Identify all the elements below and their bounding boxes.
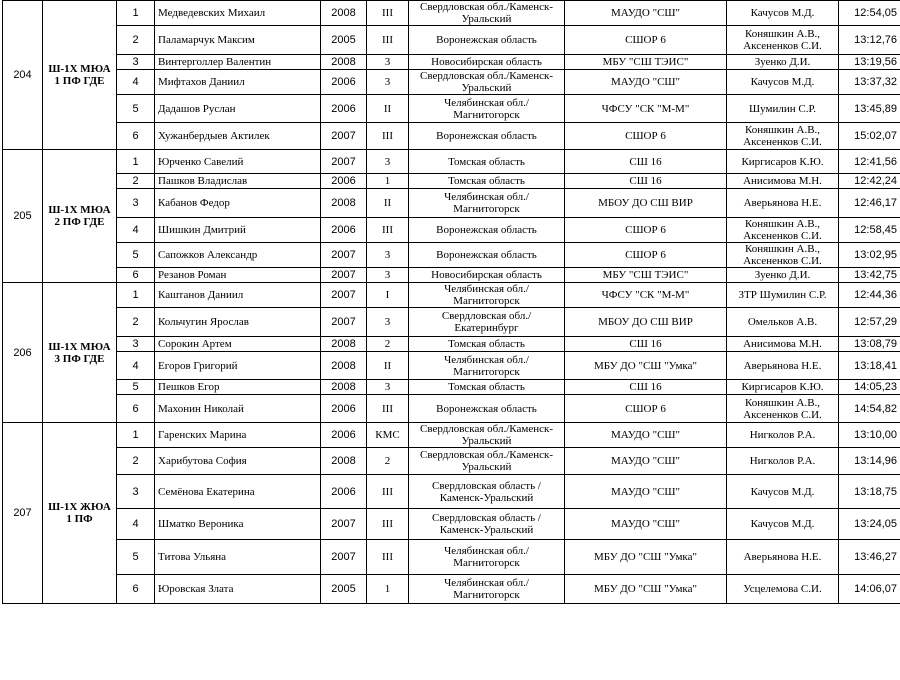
athlete-name: Егоров Григорий bbox=[155, 352, 321, 380]
result-time: 12:46,17 bbox=[839, 189, 900, 218]
coach: Усцелемова С.И. bbox=[727, 575, 839, 604]
table-row bbox=[3, 283, 900, 308]
club: СШ 16 bbox=[565, 150, 727, 174]
athlete-name: Паламарчук Максим bbox=[155, 26, 321, 55]
athlete-name: Гаренских Марина bbox=[155, 423, 321, 448]
row-number: 2 bbox=[117, 448, 155, 475]
result-time: 12:44,36 bbox=[839, 283, 900, 308]
coach: Анисимова М.Н. bbox=[727, 337, 839, 352]
club: МАУДО "СШ" bbox=[565, 70, 727, 95]
athlete-name: Резанов Роман bbox=[155, 268, 321, 283]
results-table bbox=[2, 0, 900, 604]
row-number: 5 bbox=[117, 380, 155, 395]
club: СШОР 6 bbox=[565, 218, 727, 243]
athlete-name: Винтерголлер Валентин bbox=[155, 55, 321, 70]
region: Томская область bbox=[409, 337, 565, 352]
club: СШ 16 bbox=[565, 337, 727, 352]
row-number: 3 bbox=[117, 189, 155, 218]
class-name: Ш-1Х МЮА 1 ПФ ГДЕ bbox=[43, 1, 117, 150]
region: Свердловская обл./Екатеринбург bbox=[409, 308, 565, 337]
table-row bbox=[3, 448, 900, 475]
birth-year: 2006 bbox=[321, 218, 367, 243]
table-row bbox=[3, 26, 900, 55]
birth-year: 2006 bbox=[321, 174, 367, 189]
coach: Нигколов Р.А. bbox=[727, 448, 839, 475]
sport-rank: 3 bbox=[367, 70, 409, 95]
table-row bbox=[3, 174, 900, 189]
region: Челябинская обл./Магнитогорск bbox=[409, 352, 565, 380]
athlete-name: Махонин Николай bbox=[155, 395, 321, 423]
birth-year: 2008 bbox=[321, 189, 367, 218]
sport-rank: II bbox=[367, 352, 409, 380]
result-time: 15:02,07 bbox=[839, 123, 900, 150]
row-number: 6 bbox=[117, 268, 155, 283]
race-number: 205 bbox=[3, 150, 43, 283]
athlete-name: Медведевских Михаил bbox=[155, 1, 321, 26]
row-number: 1 bbox=[117, 150, 155, 174]
athlete-name: Хужанбердыев Актилек bbox=[155, 123, 321, 150]
athlete-name: Дадашов Руслан bbox=[155, 95, 321, 123]
birth-year: 2005 bbox=[321, 575, 367, 604]
region: Свердловская обл./Каменск-Уральский bbox=[409, 448, 565, 475]
athlete-name: Юровская Злата bbox=[155, 575, 321, 604]
coach: Шумилин С.Р. bbox=[727, 95, 839, 123]
result-time: 13:42,75 bbox=[839, 268, 900, 283]
result-time: 13:45,89 bbox=[839, 95, 900, 123]
birth-year: 2008 bbox=[321, 55, 367, 70]
club: МБУ ДО "СШ "Умка" bbox=[565, 540, 727, 575]
row-number: 6 bbox=[117, 575, 155, 604]
result-time: 13:12,76 bbox=[839, 26, 900, 55]
club: МБОУ ДО СШ ВИР bbox=[565, 189, 727, 218]
row-number: 2 bbox=[117, 26, 155, 55]
birth-year: 2007 bbox=[321, 150, 367, 174]
result-time: 13:14,96 bbox=[839, 448, 900, 475]
row-number: 6 bbox=[117, 395, 155, 423]
class-name: Ш-1Х МЮА 2 ПФ ГДЕ bbox=[43, 150, 117, 283]
athlete-name: Кабанов Федор bbox=[155, 189, 321, 218]
row-number: 3 bbox=[117, 475, 155, 509]
region: Челябинская обл./Магнитогорск bbox=[409, 575, 565, 604]
club: СШОР 6 bbox=[565, 395, 727, 423]
sport-rank: 3 bbox=[367, 268, 409, 283]
result-time: 13:10,00 bbox=[839, 423, 900, 448]
club: СШОР 6 bbox=[565, 123, 727, 150]
row-number: 3 bbox=[117, 337, 155, 352]
club: СШ 16 bbox=[565, 174, 727, 189]
result-time: 14:54,82 bbox=[839, 395, 900, 423]
table-row bbox=[3, 55, 900, 70]
birth-year: 2007 bbox=[321, 308, 367, 337]
sport-rank: III bbox=[367, 26, 409, 55]
sport-rank: КМС bbox=[367, 423, 409, 448]
row-number: 4 bbox=[117, 509, 155, 540]
club: МБУ ДО "СШ "Умка" bbox=[565, 352, 727, 380]
table-row bbox=[3, 540, 900, 575]
birth-year: 2008 bbox=[321, 352, 367, 380]
birth-year: 2006 bbox=[321, 475, 367, 509]
coach: Аверьянова Н.Е. bbox=[727, 189, 839, 218]
row-number: 5 bbox=[117, 540, 155, 575]
club: ЧФСУ "СК "М-М" bbox=[565, 283, 727, 308]
table-row bbox=[3, 509, 900, 540]
sport-rank: III bbox=[367, 123, 409, 150]
result-time: 12:57,29 bbox=[839, 308, 900, 337]
region: Новосибирская область bbox=[409, 268, 565, 283]
birth-year: 2007 bbox=[321, 540, 367, 575]
table-row bbox=[3, 95, 900, 123]
sport-rank: II bbox=[367, 189, 409, 218]
region: Свердловская область /Каменск-Уральский bbox=[409, 509, 565, 540]
region: Свердловская обл./Каменск-Уральский bbox=[409, 1, 565, 26]
row-number: 6 bbox=[117, 123, 155, 150]
sport-rank: II bbox=[367, 95, 409, 123]
table-row bbox=[3, 423, 900, 448]
table-row bbox=[3, 70, 900, 95]
region: Челябинская обл./Магнитогорск bbox=[409, 540, 565, 575]
class-name: Ш-1Х ЖЮА 1 ПФ bbox=[43, 423, 117, 604]
sport-rank: 3 bbox=[367, 380, 409, 395]
athlete-name: Пашков Владислав bbox=[155, 174, 321, 189]
coach: Качусов М.Д. bbox=[727, 475, 839, 509]
result-time: 13:18,75 bbox=[839, 475, 900, 509]
birth-year: 2005 bbox=[321, 26, 367, 55]
table-row bbox=[3, 475, 900, 509]
club: МАУДО "СШ" bbox=[565, 509, 727, 540]
table-row bbox=[3, 575, 900, 604]
birth-year: 2008 bbox=[321, 380, 367, 395]
row-number: 1 bbox=[117, 423, 155, 448]
table-row bbox=[3, 337, 900, 352]
club: МАУДО "СШ" bbox=[565, 448, 727, 475]
birth-year: 2007 bbox=[321, 268, 367, 283]
region: Свердловская обл./Каменск-Уральский bbox=[409, 70, 565, 95]
race-number: 207 bbox=[3, 423, 43, 604]
sport-rank: 3 bbox=[367, 55, 409, 70]
region: Воронежская область bbox=[409, 123, 565, 150]
club: МБОУ ДО СШ ВИР bbox=[565, 308, 727, 337]
result-time: 12:54,05 bbox=[839, 1, 900, 26]
result-time: 12:42,24 bbox=[839, 174, 900, 189]
club: МБУ "СШ ТЭИС" bbox=[565, 268, 727, 283]
coach: Коняшкин А.В., Аксененков С.И. bbox=[727, 218, 839, 243]
result-time: 14:05,23 bbox=[839, 380, 900, 395]
table-row bbox=[3, 308, 900, 337]
coach: Киргисаров К.Ю. bbox=[727, 150, 839, 174]
race-number: 204 bbox=[3, 1, 43, 150]
birth-year: 2007 bbox=[321, 283, 367, 308]
sport-rank: III bbox=[367, 475, 409, 509]
coach: Аверьянова Н.Е. bbox=[727, 352, 839, 380]
club: ЧФСУ "СК "М-М" bbox=[565, 95, 727, 123]
athlete-name: Каштанов Даниил bbox=[155, 283, 321, 308]
coach: Коняшкин А.В., Аксененков С.И. bbox=[727, 123, 839, 150]
coach: Зуенко Д.И. bbox=[727, 268, 839, 283]
row-number: 4 bbox=[117, 352, 155, 380]
athlete-name: Шматко Вероника bbox=[155, 509, 321, 540]
athlete-name: Шишкин Дмитрий bbox=[155, 218, 321, 243]
sport-rank: 3 bbox=[367, 150, 409, 174]
coach: Нигколов Р.А. bbox=[727, 423, 839, 448]
results-body bbox=[3, 1, 900, 604]
coach: Качусов М.Д. bbox=[727, 70, 839, 95]
class-name: Ш-1Х МЮА 3 ПФ ГДЕ bbox=[43, 283, 117, 423]
table-row bbox=[3, 1, 900, 26]
race-number: 206 bbox=[3, 283, 43, 423]
birth-year: 2008 bbox=[321, 1, 367, 26]
coach: Качусов М.Д. bbox=[727, 509, 839, 540]
row-number: 3 bbox=[117, 55, 155, 70]
athlete-name: Юрченко Савелий bbox=[155, 150, 321, 174]
result-time: 13:08,79 bbox=[839, 337, 900, 352]
club: МАУДО "СШ" bbox=[565, 423, 727, 448]
club: СШОР 6 bbox=[565, 243, 727, 268]
birth-year: 2008 bbox=[321, 337, 367, 352]
result-time: 12:58,45 bbox=[839, 218, 900, 243]
club: МАУДО "СШ" bbox=[565, 475, 727, 509]
club: МБУ "СШ ТЭИС" bbox=[565, 55, 727, 70]
sport-rank: III bbox=[367, 1, 409, 26]
result-time: 13:46,27 bbox=[839, 540, 900, 575]
region: Томская область bbox=[409, 380, 565, 395]
row-number: 1 bbox=[117, 1, 155, 26]
region: Воронежская область bbox=[409, 26, 565, 55]
row-number: 2 bbox=[117, 174, 155, 189]
birth-year: 2007 bbox=[321, 243, 367, 268]
table-row bbox=[3, 243, 900, 268]
athlete-name: Харибутова София bbox=[155, 448, 321, 475]
athlete-name: Семёнова Екатерина bbox=[155, 475, 321, 509]
region: Челябинская обл./Магнитогорск bbox=[409, 283, 565, 308]
row-number: 4 bbox=[117, 218, 155, 243]
coach: Зуенко Д.И. bbox=[727, 55, 839, 70]
sport-rank: III bbox=[367, 540, 409, 575]
birth-year: 2006 bbox=[321, 95, 367, 123]
athlete-name: Пешков Егор bbox=[155, 380, 321, 395]
coach: Коняшкин А.В., Аксененков С.И. bbox=[727, 26, 839, 55]
birth-year: 2007 bbox=[321, 123, 367, 150]
sport-rank: I bbox=[367, 283, 409, 308]
athlete-name: Мифтахов Даниил bbox=[155, 70, 321, 95]
birth-year: 2006 bbox=[321, 423, 367, 448]
row-number: 1 bbox=[117, 283, 155, 308]
sport-rank: 1 bbox=[367, 174, 409, 189]
region: Свердловская обл./Каменск-Уральский bbox=[409, 423, 565, 448]
athlete-name: Титова Ульяна bbox=[155, 540, 321, 575]
athlete-name: Сорокин Артем bbox=[155, 337, 321, 352]
sport-rank: III bbox=[367, 395, 409, 423]
result-time: 13:02,95 bbox=[839, 243, 900, 268]
coach: Коняшкин А.В., Аксененков С.И. bbox=[727, 395, 839, 423]
result-time: 13:37,32 bbox=[839, 70, 900, 95]
table-row bbox=[3, 123, 900, 150]
row-number: 5 bbox=[117, 95, 155, 123]
birth-year: 2006 bbox=[321, 395, 367, 423]
result-time: 13:24,05 bbox=[839, 509, 900, 540]
club: МБУ ДО "СШ "Умка" bbox=[565, 575, 727, 604]
sport-rank: 2 bbox=[367, 337, 409, 352]
coach: Аверьянова Н.Е. bbox=[727, 540, 839, 575]
table-row bbox=[3, 352, 900, 380]
region: Томская область bbox=[409, 174, 565, 189]
table-row bbox=[3, 395, 900, 423]
result-time: 13:19,56 bbox=[839, 55, 900, 70]
region: Свердловская область /Каменск-Уральский bbox=[409, 475, 565, 509]
sport-rank: 1 bbox=[367, 575, 409, 604]
club: МАУДО "СШ" bbox=[565, 1, 727, 26]
sport-rank: III bbox=[367, 218, 409, 243]
coach: Анисимова М.Н. bbox=[727, 174, 839, 189]
table-row bbox=[3, 218, 900, 243]
region: Томская область bbox=[409, 150, 565, 174]
region: Челябинская обл./Магнитогорск bbox=[409, 95, 565, 123]
sport-rank: III bbox=[367, 509, 409, 540]
region: Воронежская область bbox=[409, 218, 565, 243]
coach: Качусов М.Д. bbox=[727, 1, 839, 26]
coach: Омельков А.В. bbox=[727, 308, 839, 337]
row-number: 4 bbox=[117, 70, 155, 95]
table-row bbox=[3, 268, 900, 283]
sport-rank: 2 bbox=[367, 448, 409, 475]
region: Новосибирская область bbox=[409, 55, 565, 70]
club: СШОР 6 bbox=[565, 26, 727, 55]
coach: ЗТР Шумилин С.Р. bbox=[727, 283, 839, 308]
birth-year: 2008 bbox=[321, 448, 367, 475]
result-time: 14:06,07 bbox=[839, 575, 900, 604]
club: СШ 16 bbox=[565, 380, 727, 395]
coach: Киргисаров К.Ю. bbox=[727, 380, 839, 395]
table-row bbox=[3, 189, 900, 218]
birth-year: 2007 bbox=[321, 509, 367, 540]
row-number: 5 bbox=[117, 243, 155, 268]
birth-year: 2006 bbox=[321, 70, 367, 95]
region: Воронежская область bbox=[409, 395, 565, 423]
athlete-name: Сапожков Александр bbox=[155, 243, 321, 268]
region: Челябинская обл./Магнитогорск bbox=[409, 189, 565, 218]
region: Воронежская область bbox=[409, 243, 565, 268]
result-time: 12:41,56 bbox=[839, 150, 900, 174]
sport-rank: 3 bbox=[367, 243, 409, 268]
row-number: 2 bbox=[117, 308, 155, 337]
result-time: 13:18,41 bbox=[839, 352, 900, 380]
coach: Коняшкин А.В., Аксененков С.И. bbox=[727, 243, 839, 268]
table-row bbox=[3, 380, 900, 395]
sport-rank: 3 bbox=[367, 308, 409, 337]
table-row bbox=[3, 150, 900, 174]
athlete-name: Кольчугин Ярослав bbox=[155, 308, 321, 337]
